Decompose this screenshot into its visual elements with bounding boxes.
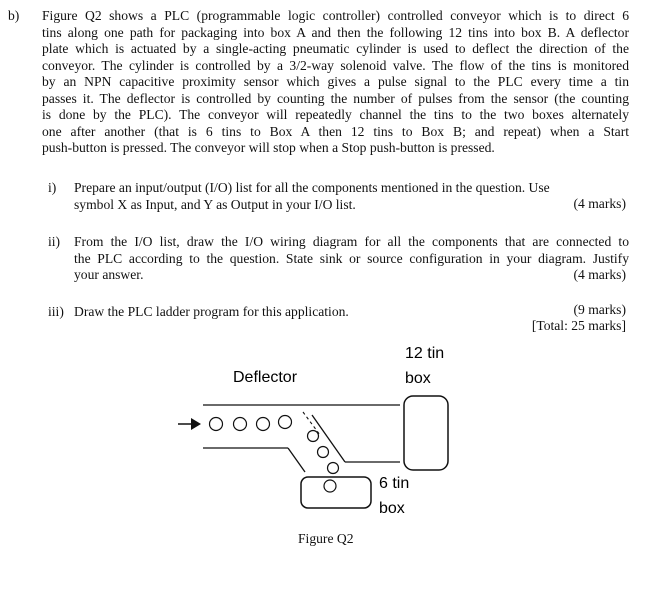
tin	[308, 431, 319, 442]
tin	[234, 418, 247, 431]
flow-arrow-icon	[191, 418, 201, 430]
tin	[318, 447, 329, 458]
tin	[210, 418, 223, 431]
box-b	[404, 396, 448, 470]
tin	[324, 480, 336, 492]
tin	[257, 418, 270, 431]
question-line: one after another (that is 6 tins to Box A then 12 tins to Box B; and repeat) when a Start	[42, 123, 629, 139]
subquestion-iii-text: Draw the PLC ladder program for this application.	[74, 304, 349, 319]
subquestion-iii-label: iii)	[48, 304, 64, 319]
subquestion-ii-marks: (4 marks)	[573, 267, 626, 282]
total-marks: [Total: 25 marks]	[531, 318, 626, 333]
question-label: b)	[8, 8, 20, 23]
question-line: is done by the PLC). The conveyor will repeatedly channel the tins to the two boxes alternately	[42, 107, 629, 122]
box-a-label-line2: box	[379, 500, 405, 517]
question-line: tins along one path for packaging into box A and then the following 12 tins into box B. A deflector	[42, 24, 629, 40]
box-b-label-line1: 12 tin	[405, 345, 445, 362]
question-line: by an NPN capacitive proximity sensor which gives a pulse signal to the PLC every time a tin	[42, 74, 629, 89]
question-line: passes it. The deflector is controlled by counting the number of pulses from the sensor (the counting	[42, 90, 629, 106]
subquestion-line: Prepare an input/output (I/O) list for all the components mentioned in the question. Use	[74, 180, 550, 195]
question-line: Figure Q2 shows a PLC (programmable logic controller) controlled conveyor which is to direct 6	[42, 8, 629, 23]
subquestion-i-marks: (4 marks)	[573, 196, 626, 211]
chute-left-rail	[288, 448, 305, 472]
figure-caption: Figure Q2	[298, 531, 354, 546]
chute-right-rail	[312, 415, 345, 462]
box-b-label-line2: box	[405, 370, 431, 387]
subquestion-iii-marks: (9 marks)	[573, 302, 626, 317]
subquestion-line: From the I/O list, draw the I/O wiring diagram for all the components that are connected to	[74, 234, 629, 249]
subquestion-line: the PLC according to the question. State sink or source configuration in your diagram. Justify	[74, 250, 629, 266]
box-a	[301, 477, 371, 508]
question-line: plate which is actuated by a single-acting pneumatic cylinder is used to deflect the direction of the	[42, 41, 629, 56]
subquestion-i-label: i)	[48, 180, 57, 195]
subquestion-line: symbol X as Input, and Y as Output in your I/O list.	[74, 196, 356, 212]
box-a-label-line1: 6 tin	[379, 475, 410, 492]
subquestion-line: your answer.	[74, 267, 144, 282]
question-line: conveyor. The cylinder is controlled by a 3/2-way solenoid valve. The flow of the tins is monitored	[42, 57, 629, 73]
tin	[328, 463, 339, 474]
tin	[279, 416, 292, 429]
subquestion-ii-label: ii)	[48, 234, 61, 249]
deflector-label: Deflector	[233, 369, 298, 386]
question-line: push-button is pressed. The conveyor will stop when a Stop push-button is pressed.	[42, 140, 495, 155]
